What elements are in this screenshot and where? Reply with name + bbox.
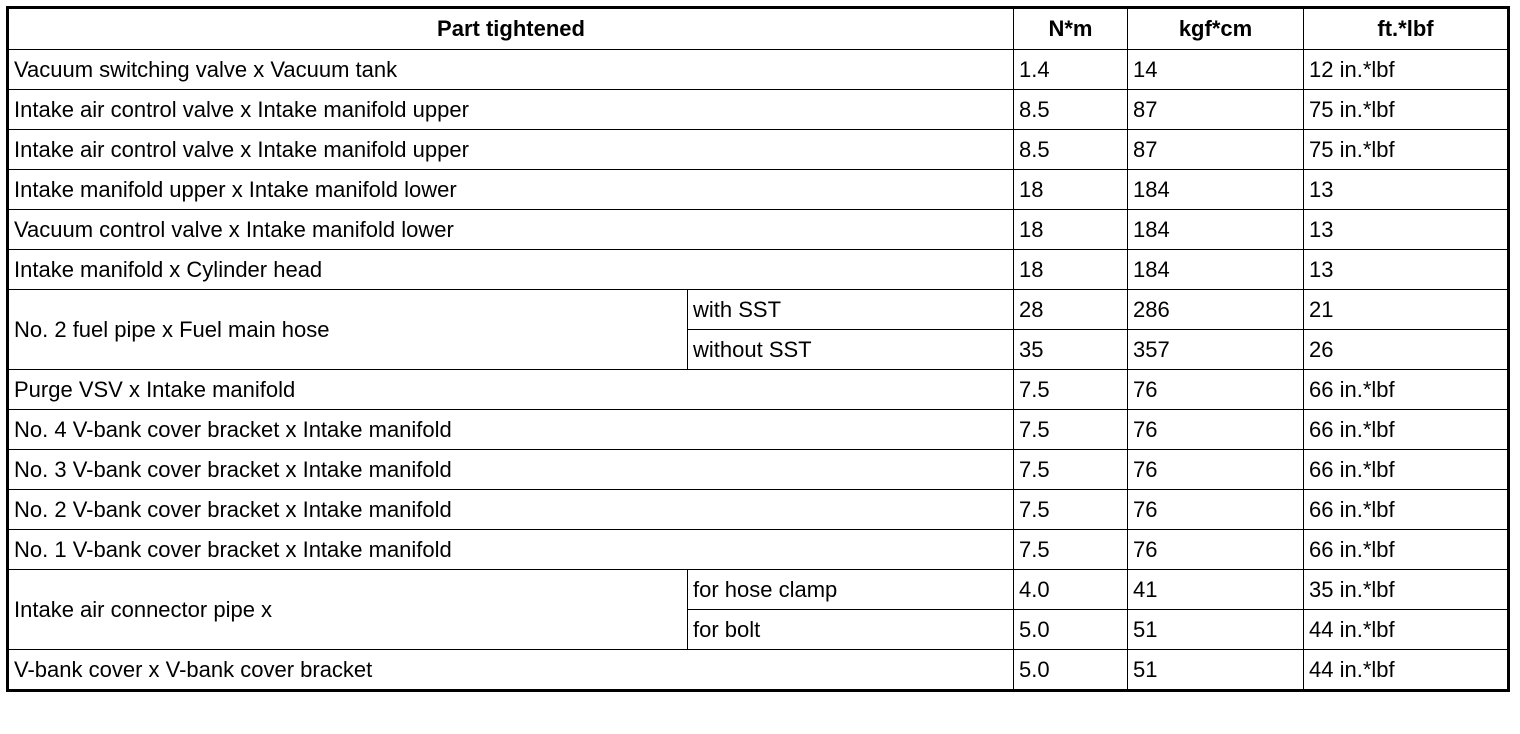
kgfcm-cell: 76 bbox=[1128, 450, 1304, 490]
ftlbf-cell: 35 in.*lbf bbox=[1304, 570, 1509, 610]
ftlbf-cell: 13 bbox=[1304, 170, 1509, 210]
nm-cell: 18 bbox=[1014, 210, 1128, 250]
part-cell: No. 3 V-bank cover bracket x Intake manifold bbox=[8, 450, 1014, 490]
part-cell: Vacuum control valve x Intake manifold lower bbox=[8, 210, 1014, 250]
ftlbf-cell: 66 in.*lbf bbox=[1304, 530, 1509, 570]
table-row bbox=[8, 290, 1509, 330]
torque-specification-table bbox=[6, 6, 1510, 692]
ftlbf-cell: 75 in.*lbf bbox=[1304, 130, 1509, 170]
ftlbf-cell: 75 in.*lbf bbox=[1304, 90, 1509, 130]
kgfcm-cell: 184 bbox=[1128, 210, 1304, 250]
nm-cell: 7.5 bbox=[1014, 530, 1128, 570]
table-header-row bbox=[8, 8, 1509, 50]
part-cell: No. 2 fuel pipe x Fuel main hose bbox=[8, 290, 688, 370]
kgfcm-cell: 41 bbox=[1128, 570, 1304, 610]
nm-cell: 1.4 bbox=[1014, 50, 1128, 90]
part-cell: V-bank cover x V-bank cover bracket bbox=[8, 650, 1014, 691]
kgfcm-cell: 357 bbox=[1128, 330, 1304, 370]
condition-cell: for bolt bbox=[688, 610, 1014, 650]
table-row bbox=[8, 90, 1509, 130]
kgfcm-cell: 51 bbox=[1128, 610, 1304, 650]
table-row bbox=[8, 130, 1509, 170]
ftlbf-cell: 66 in.*lbf bbox=[1304, 490, 1509, 530]
kgfcm-cell: 51 bbox=[1128, 650, 1304, 691]
nm-cell: 18 bbox=[1014, 250, 1128, 290]
table-row bbox=[8, 490, 1509, 530]
nm-cell: 7.5 bbox=[1014, 410, 1128, 450]
kgfcm-cell: 76 bbox=[1128, 490, 1304, 530]
table-row bbox=[8, 370, 1509, 410]
nm-cell: 18 bbox=[1014, 170, 1128, 210]
ftlbf-cell: 13 bbox=[1304, 250, 1509, 290]
nm-cell: 5.0 bbox=[1014, 650, 1128, 691]
condition-cell: without SST bbox=[688, 330, 1014, 370]
nm-cell: 5.0 bbox=[1014, 610, 1128, 650]
table-row bbox=[8, 250, 1509, 290]
kgfcm-cell: 76 bbox=[1128, 530, 1304, 570]
nm-cell: 8.5 bbox=[1014, 130, 1128, 170]
part-cell: Intake manifold upper x Intake manifold lower bbox=[8, 170, 1014, 210]
table-row bbox=[8, 410, 1509, 450]
header-nm: N*m bbox=[1014, 8, 1128, 50]
part-cell: No. 1 V-bank cover bracket x Intake manifold bbox=[8, 530, 1014, 570]
table-row bbox=[8, 450, 1509, 490]
kgfcm-cell: 87 bbox=[1128, 90, 1304, 130]
condition-cell: with SST bbox=[688, 290, 1014, 330]
header-ftlbf: ft.*lbf bbox=[1304, 8, 1509, 50]
table-row bbox=[8, 210, 1509, 250]
ftlbf-cell: 66 in.*lbf bbox=[1304, 370, 1509, 410]
kgfcm-cell: 87 bbox=[1128, 130, 1304, 170]
ftlbf-cell: 66 in.*lbf bbox=[1304, 450, 1509, 490]
header-kgfcm: kgf*cm bbox=[1128, 8, 1304, 50]
kgfcm-cell: 14 bbox=[1128, 50, 1304, 90]
part-cell: Intake air control valve x Intake manifold upper bbox=[8, 130, 1014, 170]
ftlbf-cell: 12 in.*lbf bbox=[1304, 50, 1509, 90]
ftlbf-cell: 44 in.*lbf bbox=[1304, 610, 1509, 650]
kgfcm-cell: 76 bbox=[1128, 370, 1304, 410]
part-cell: Intake air control valve x Intake manifold upper bbox=[8, 90, 1014, 130]
condition-cell: for hose clamp bbox=[688, 570, 1014, 610]
nm-cell: 7.5 bbox=[1014, 490, 1128, 530]
table-row bbox=[8, 170, 1509, 210]
nm-cell: 8.5 bbox=[1014, 90, 1128, 130]
part-cell: No. 2 V-bank cover bracket x Intake manifold bbox=[8, 490, 1014, 530]
ftlbf-cell: 26 bbox=[1304, 330, 1509, 370]
kgfcm-cell: 76 bbox=[1128, 410, 1304, 450]
part-cell: Intake manifold x Cylinder head bbox=[8, 250, 1014, 290]
kgfcm-cell: 184 bbox=[1128, 170, 1304, 210]
table-row bbox=[8, 650, 1509, 691]
nm-cell: 7.5 bbox=[1014, 370, 1128, 410]
nm-cell: 28 bbox=[1014, 290, 1128, 330]
table-row bbox=[8, 50, 1509, 90]
ftlbf-cell: 13 bbox=[1304, 210, 1509, 250]
ftlbf-cell: 21 bbox=[1304, 290, 1509, 330]
table-row bbox=[8, 570, 1509, 610]
table-row bbox=[8, 530, 1509, 570]
nm-cell: 7.5 bbox=[1014, 450, 1128, 490]
nm-cell: 4.0 bbox=[1014, 570, 1128, 610]
torque-specification-table-wrapper bbox=[6, 6, 1510, 692]
header-part-tightened: Part tightened bbox=[8, 8, 1014, 50]
kgfcm-cell: 184 bbox=[1128, 250, 1304, 290]
nm-cell: 35 bbox=[1014, 330, 1128, 370]
part-cell: Intake air connector pipe x bbox=[8, 570, 688, 650]
part-cell: No. 4 V-bank cover bracket x Intake manifold bbox=[8, 410, 1014, 450]
ftlbf-cell: 66 in.*lbf bbox=[1304, 410, 1509, 450]
ftlbf-cell: 44 in.*lbf bbox=[1304, 650, 1509, 691]
kgfcm-cell: 286 bbox=[1128, 290, 1304, 330]
part-cell: Vacuum switching valve x Vacuum tank bbox=[8, 50, 1014, 90]
part-cell: Purge VSV x Intake manifold bbox=[8, 370, 1014, 410]
